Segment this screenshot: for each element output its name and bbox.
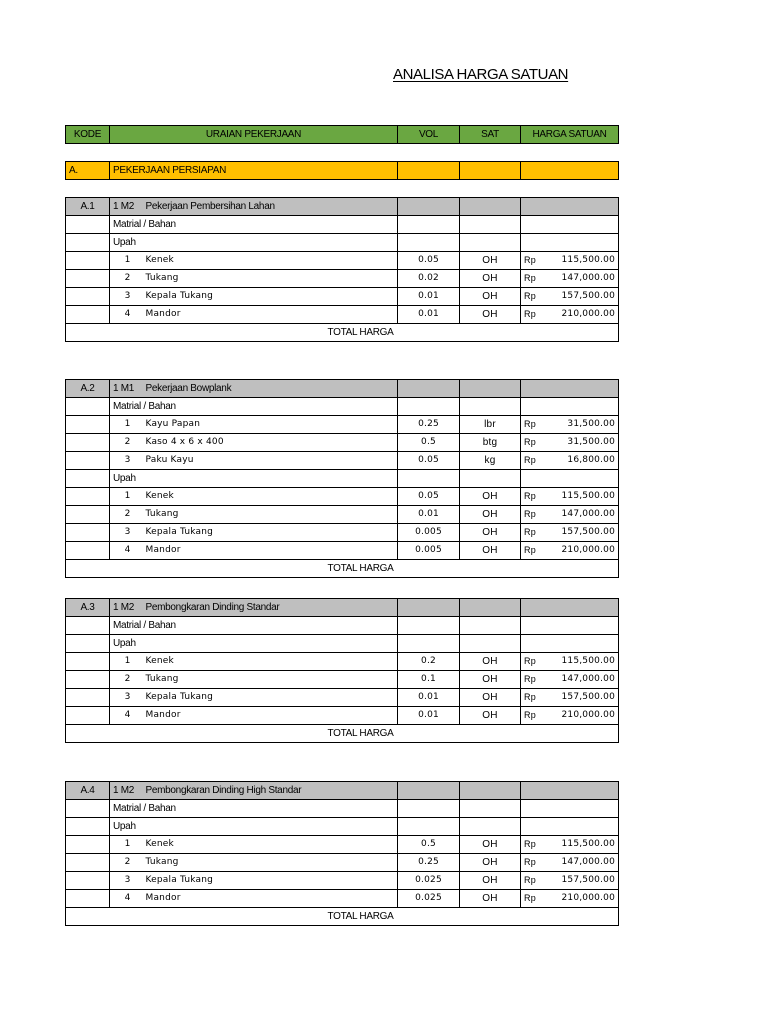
item-sat-empty <box>460 599 521 617</box>
price-wrap <box>524 488 615 505</box>
vol-empty <box>398 617 460 635</box>
material-line-name: Paku Kayu <box>143 452 398 470</box>
material-line-row <box>66 434 619 452</box>
currency-label: Rp <box>524 291 536 301</box>
upah-line-row <box>66 689 619 707</box>
currency-label: Rp <box>524 839 536 849</box>
item-vol-empty <box>398 380 460 398</box>
upah-line-row <box>66 872 619 890</box>
upah-line-price <box>521 707 619 725</box>
upah-line-price <box>521 306 619 324</box>
price-value: 157,500.00 <box>561 527 615 537</box>
harga-empty <box>521 617 619 635</box>
upah-label: Upah <box>110 470 398 488</box>
material-line-row <box>66 452 619 470</box>
kode-empty <box>66 270 110 288</box>
upah-line-price <box>521 872 619 890</box>
currency-label: Rp <box>524 710 536 720</box>
material-line-row <box>66 416 619 434</box>
total-row <box>66 560 619 578</box>
upah-line-name: Tukang <box>143 506 398 524</box>
kode-empty <box>66 890 110 908</box>
upah-line-price <box>521 836 619 854</box>
upah-line-name: Kenek <box>143 836 398 854</box>
total-label: TOTAL HARGA <box>66 908 619 926</box>
upah-line-vol: 0.05 <box>398 252 460 270</box>
upah-label: Upah <box>110 234 398 252</box>
kode-empty <box>66 234 110 252</box>
price-wrap <box>524 836 615 853</box>
item-vol-empty <box>398 782 460 800</box>
upah-line-row <box>66 524 619 542</box>
sat-empty <box>460 635 521 653</box>
vol-empty <box>398 800 460 818</box>
upah-line-name: Mandor <box>143 707 398 725</box>
upah-line-row <box>66 707 619 725</box>
kode-empty <box>66 434 110 452</box>
upah-line-no: 1 <box>110 836 143 854</box>
price-wrap <box>524 434 615 451</box>
upah-line-price <box>521 542 619 560</box>
price-value: 147,000.00 <box>561 674 615 684</box>
upah-line-sat: OH <box>460 854 521 872</box>
sat-empty <box>460 470 521 488</box>
upah-line-sat: OH <box>460 872 521 890</box>
material-line-no: 3 <box>110 452 143 470</box>
item-code: A.4 <box>66 782 110 800</box>
price-wrap <box>524 890 615 907</box>
upah-line-price <box>521 252 619 270</box>
price-value: 147,000.00 <box>561 273 615 283</box>
item-harga-empty <box>521 599 619 617</box>
upah-line-sat: OH <box>460 252 521 270</box>
item-name: Pekerjaan Pembersihan Lahan <box>143 198 398 216</box>
item-table-a4 <box>65 781 619 926</box>
material-line-vol: 0.05 <box>398 452 460 470</box>
price-value: 115,500.00 <box>561 656 615 666</box>
sat-empty <box>460 818 521 836</box>
total-label: TOTAL HARGA <box>66 725 619 743</box>
kode-empty <box>66 398 110 416</box>
upah-line-vol: 0.005 <box>398 542 460 560</box>
material-line-name: Kaso 4 x 6 x 400 <box>143 434 398 452</box>
currency-label: Rp <box>524 509 536 519</box>
upah-line-name: Tukang <box>143 854 398 872</box>
upah-line-no: 3 <box>110 524 143 542</box>
harga-empty <box>521 216 619 234</box>
kode-empty <box>66 854 110 872</box>
upah-line-sat: OH <box>460 306 521 324</box>
sat-empty <box>460 398 521 416</box>
harga-empty <box>521 800 619 818</box>
price-wrap <box>524 524 615 541</box>
item-sat-empty <box>460 380 521 398</box>
upah-line-vol: 0.01 <box>398 689 460 707</box>
vol-empty <box>398 234 460 252</box>
sat-empty <box>460 617 521 635</box>
item-harga-empty <box>521 782 619 800</box>
upah-line-sat: OH <box>460 707 521 725</box>
upah-line-name: Kepala Tukang <box>143 689 398 707</box>
sat-empty <box>460 800 521 818</box>
price-wrap <box>524 872 615 889</box>
upah-line-vol: 0.01 <box>398 288 460 306</box>
currency-label: Rp <box>524 545 536 555</box>
currency-label: Rp <box>524 656 536 666</box>
upah-line-price <box>521 890 619 908</box>
material-label: Matrial / Bahan <box>110 617 398 635</box>
upah-line-no: 3 <box>110 689 143 707</box>
item-code: A.1 <box>66 198 110 216</box>
price-value: 157,500.00 <box>561 875 615 885</box>
upah-line-no: 1 <box>110 488 143 506</box>
upah-label: Upah <box>110 818 398 836</box>
upah-line-vol: 0.5 <box>398 836 460 854</box>
kode-empty <box>66 306 110 324</box>
material-row <box>66 398 619 416</box>
price-wrap <box>524 707 615 724</box>
material-line-name: Kayu Papan <box>143 416 398 434</box>
upah-line-no: 1 <box>110 653 143 671</box>
upah-line-price <box>521 288 619 306</box>
upah-line-no: 3 <box>110 288 143 306</box>
currency-label: Rp <box>524 692 536 702</box>
upah-row <box>66 818 619 836</box>
item-header-row <box>66 599 619 617</box>
item-unit: 1 M2 <box>110 782 143 800</box>
upah-line-name: Tukang <box>143 270 398 288</box>
upah-line-no: 4 <box>110 707 143 725</box>
upah-line-price <box>521 488 619 506</box>
currency-label: Rp <box>524 875 536 885</box>
upah-line-sat: OH <box>460 488 521 506</box>
price-wrap <box>524 452 615 469</box>
col-kode: KODE <box>66 126 110 144</box>
item-table-a2 <box>65 379 619 578</box>
item-name: Pekerjaan Bowplank <box>143 380 398 398</box>
currency-label: Rp <box>524 309 536 319</box>
price-value: 147,000.00 <box>561 857 615 867</box>
currency-label: Rp <box>524 273 536 283</box>
upah-line-name: Mandor <box>143 306 398 324</box>
kode-empty <box>66 542 110 560</box>
upah-line-no: 4 <box>110 890 143 908</box>
currency-label: Rp <box>524 857 536 867</box>
item-unit: 1 M1 <box>110 380 143 398</box>
upah-line-price <box>521 854 619 872</box>
upah-line-sat: OH <box>460 506 521 524</box>
item-code: A.3 <box>66 599 110 617</box>
upah-line-price <box>521 671 619 689</box>
kode-empty <box>66 872 110 890</box>
upah-line-row <box>66 854 619 872</box>
harga-empty <box>521 234 619 252</box>
currency-label: Rp <box>524 674 536 684</box>
upah-line-name: Tukang <box>143 671 398 689</box>
kode-empty <box>66 617 110 635</box>
upah-line-name: Kepala Tukang <box>143 872 398 890</box>
upah-line-name: Kenek <box>143 488 398 506</box>
upah-line-price <box>521 653 619 671</box>
upah-line-sat: OH <box>460 836 521 854</box>
upah-line-row <box>66 542 619 560</box>
material-line-price <box>521 416 619 434</box>
item-code: A.2 <box>66 380 110 398</box>
upah-row <box>66 635 619 653</box>
material-line-vol: 0.5 <box>398 434 460 452</box>
price-wrap <box>524 653 615 670</box>
material-line-no: 1 <box>110 416 143 434</box>
section-code: A. <box>66 162 110 180</box>
upah-line-row <box>66 270 619 288</box>
kode-empty <box>66 707 110 725</box>
material-line-price <box>521 452 619 470</box>
harga-empty <box>521 470 619 488</box>
upah-line-vol: 0.25 <box>398 854 460 872</box>
upah-line-name: Mandor <box>143 542 398 560</box>
kode-empty <box>66 216 110 234</box>
sat-empty <box>460 234 521 252</box>
total-row <box>66 908 619 926</box>
upah-line-vol: 0.1 <box>398 671 460 689</box>
material-line-price <box>521 434 619 452</box>
upah-row <box>66 234 619 252</box>
price-wrap <box>524 854 615 871</box>
item-header-row <box>66 782 619 800</box>
price-wrap <box>524 270 615 287</box>
item-header-row <box>66 380 619 398</box>
vol-empty <box>398 818 460 836</box>
vol-empty <box>398 635 460 653</box>
upah-line-sat: OH <box>460 524 521 542</box>
total-label: TOTAL HARGA <box>66 560 619 578</box>
upah-line-no: 2 <box>110 671 143 689</box>
price-value: 210,000.00 <box>561 893 615 903</box>
kode-empty <box>66 800 110 818</box>
col-vol: VOL <box>398 126 460 144</box>
price-value: 115,500.00 <box>561 491 615 501</box>
kode-empty <box>66 635 110 653</box>
item-unit: 1 M2 <box>110 599 143 617</box>
kode-empty <box>66 470 110 488</box>
upah-row <box>66 470 619 488</box>
upah-line-row <box>66 306 619 324</box>
price-value: 115,500.00 <box>561 839 615 849</box>
kode-empty <box>66 524 110 542</box>
upah-line-price <box>521 506 619 524</box>
item-sat-empty <box>460 198 521 216</box>
upah-label: Upah <box>110 635 398 653</box>
upah-line-vol: 0.02 <box>398 270 460 288</box>
upah-line-name: Kenek <box>143 653 398 671</box>
kode-empty <box>66 653 110 671</box>
upah-line-row <box>66 836 619 854</box>
kode-empty <box>66 689 110 707</box>
header-table <box>65 125 619 144</box>
upah-line-row <box>66 288 619 306</box>
upah-line-vol: 0.01 <box>398 506 460 524</box>
vol-empty <box>398 216 460 234</box>
upah-line-sat: OH <box>460 671 521 689</box>
upah-line-no: 1 <box>110 252 143 270</box>
price-value: 210,000.00 <box>561 309 615 319</box>
col-uraian: URAIAN PEKERJAAN <box>110 126 398 144</box>
material-label: Matrial / Bahan <box>110 216 398 234</box>
col-sat: SAT <box>460 126 521 144</box>
total-label: TOTAL HARGA <box>66 324 619 342</box>
material-row <box>66 216 619 234</box>
vol-empty <box>398 398 460 416</box>
currency-label: Rp <box>524 491 536 501</box>
upah-line-sat: OH <box>460 288 521 306</box>
currency-label: Rp <box>524 893 536 903</box>
upah-line-row <box>66 653 619 671</box>
currency-label: Rp <box>524 437 536 447</box>
currency-label: Rp <box>524 527 536 537</box>
material-line-sat: lbr <box>460 416 521 434</box>
total-row <box>66 324 619 342</box>
harga-empty <box>521 635 619 653</box>
price-value: 31,500.00 <box>567 437 615 447</box>
harga-empty <box>521 818 619 836</box>
kode-empty <box>66 452 110 470</box>
price-value: 115,500.00 <box>561 255 615 265</box>
price-value: 16,800.00 <box>567 455 615 465</box>
total-row <box>66 725 619 743</box>
upah-line-no: 4 <box>110 306 143 324</box>
price-wrap <box>524 252 615 269</box>
item-name: Pembongkaran Dinding Standar <box>143 599 398 617</box>
kode-empty <box>66 506 110 524</box>
upah-line-sat: OH <box>460 542 521 560</box>
price-wrap <box>524 416 615 433</box>
upah-line-row <box>66 252 619 270</box>
upah-line-no: 2 <box>110 506 143 524</box>
section-row <box>66 162 619 180</box>
upah-line-vol: 0.005 <box>398 524 460 542</box>
upah-line-row <box>66 671 619 689</box>
kode-empty <box>66 836 110 854</box>
upah-line-no: 4 <box>110 542 143 560</box>
upah-line-row <box>66 890 619 908</box>
kode-empty <box>66 252 110 270</box>
item-name: Pembongkaran Dinding High Standar <box>143 782 398 800</box>
item-table-a1 <box>65 197 619 342</box>
price-value: 210,000.00 <box>561 710 615 720</box>
price-value: 210,000.00 <box>561 545 615 555</box>
upah-line-price <box>521 270 619 288</box>
upah-line-vol: 0.025 <box>398 872 460 890</box>
kode-empty <box>66 671 110 689</box>
currency-label: Rp <box>524 255 536 265</box>
vol-empty <box>398 470 460 488</box>
upah-line-no: 2 <box>110 854 143 872</box>
upah-line-name: Kenek <box>143 252 398 270</box>
material-line-sat: btg <box>460 434 521 452</box>
upah-line-vol: 0.2 <box>398 653 460 671</box>
kode-empty <box>66 818 110 836</box>
currency-label: Rp <box>524 419 536 429</box>
upah-line-name: Kepala Tukang <box>143 288 398 306</box>
price-value: 157,500.00 <box>561 291 615 301</box>
harga-empty <box>521 398 619 416</box>
price-value: 147,000.00 <box>561 509 615 519</box>
material-row <box>66 617 619 635</box>
item-unit: 1 M2 <box>110 198 143 216</box>
item-table-a3 <box>65 598 619 743</box>
price-wrap <box>524 288 615 305</box>
item-harga-empty <box>521 198 619 216</box>
upah-line-row <box>66 488 619 506</box>
item-vol-empty <box>398 599 460 617</box>
upah-line-sat: OH <box>460 270 521 288</box>
material-label: Matrial / Bahan <box>110 800 398 818</box>
sat-empty <box>460 216 521 234</box>
upah-line-vol: 0.01 <box>398 306 460 324</box>
item-header-row <box>66 198 619 216</box>
material-line-vol: 0.25 <box>398 416 460 434</box>
kode-empty <box>66 288 110 306</box>
price-wrap <box>524 689 615 706</box>
col-harga: HARGA SATUAN <box>521 126 619 144</box>
item-vol-empty <box>398 198 460 216</box>
material-line-no: 2 <box>110 434 143 452</box>
upah-line-vol: 0.01 <box>398 707 460 725</box>
kode-empty <box>66 488 110 506</box>
upah-line-price <box>521 524 619 542</box>
upah-line-sat: OH <box>460 890 521 908</box>
material-row <box>66 800 619 818</box>
upah-line-name: Mandor <box>143 890 398 908</box>
material-label: Matrial / Bahan <box>110 398 398 416</box>
material-line-sat: kg <box>460 452 521 470</box>
upah-line-no: 3 <box>110 872 143 890</box>
kode-empty <box>66 416 110 434</box>
price-wrap <box>524 542 615 559</box>
upah-line-no: 2 <box>110 270 143 288</box>
item-sat-empty <box>460 782 521 800</box>
price-wrap <box>524 306 615 323</box>
price-wrap <box>524 671 615 688</box>
price-wrap <box>524 506 615 523</box>
upah-line-vol: 0.05 <box>398 488 460 506</box>
upah-line-sat: OH <box>460 653 521 671</box>
section-name: PEKERJAAN PERSIAPAN <box>110 162 398 180</box>
page-title: ANALISA HARGA SATUAN <box>393 66 569 83</box>
upah-line-vol: 0.025 <box>398 890 460 908</box>
item-harga-empty <box>521 380 619 398</box>
upah-line-price <box>521 689 619 707</box>
section-table <box>65 161 619 180</box>
price-value: 157,500.00 <box>561 692 615 702</box>
price-value: 31,500.00 <box>567 419 615 429</box>
header-row <box>66 126 619 144</box>
upah-line-name: Kepala Tukang <box>143 524 398 542</box>
currency-label: Rp <box>524 455 536 465</box>
upah-line-sat: OH <box>460 689 521 707</box>
upah-line-row <box>66 506 619 524</box>
